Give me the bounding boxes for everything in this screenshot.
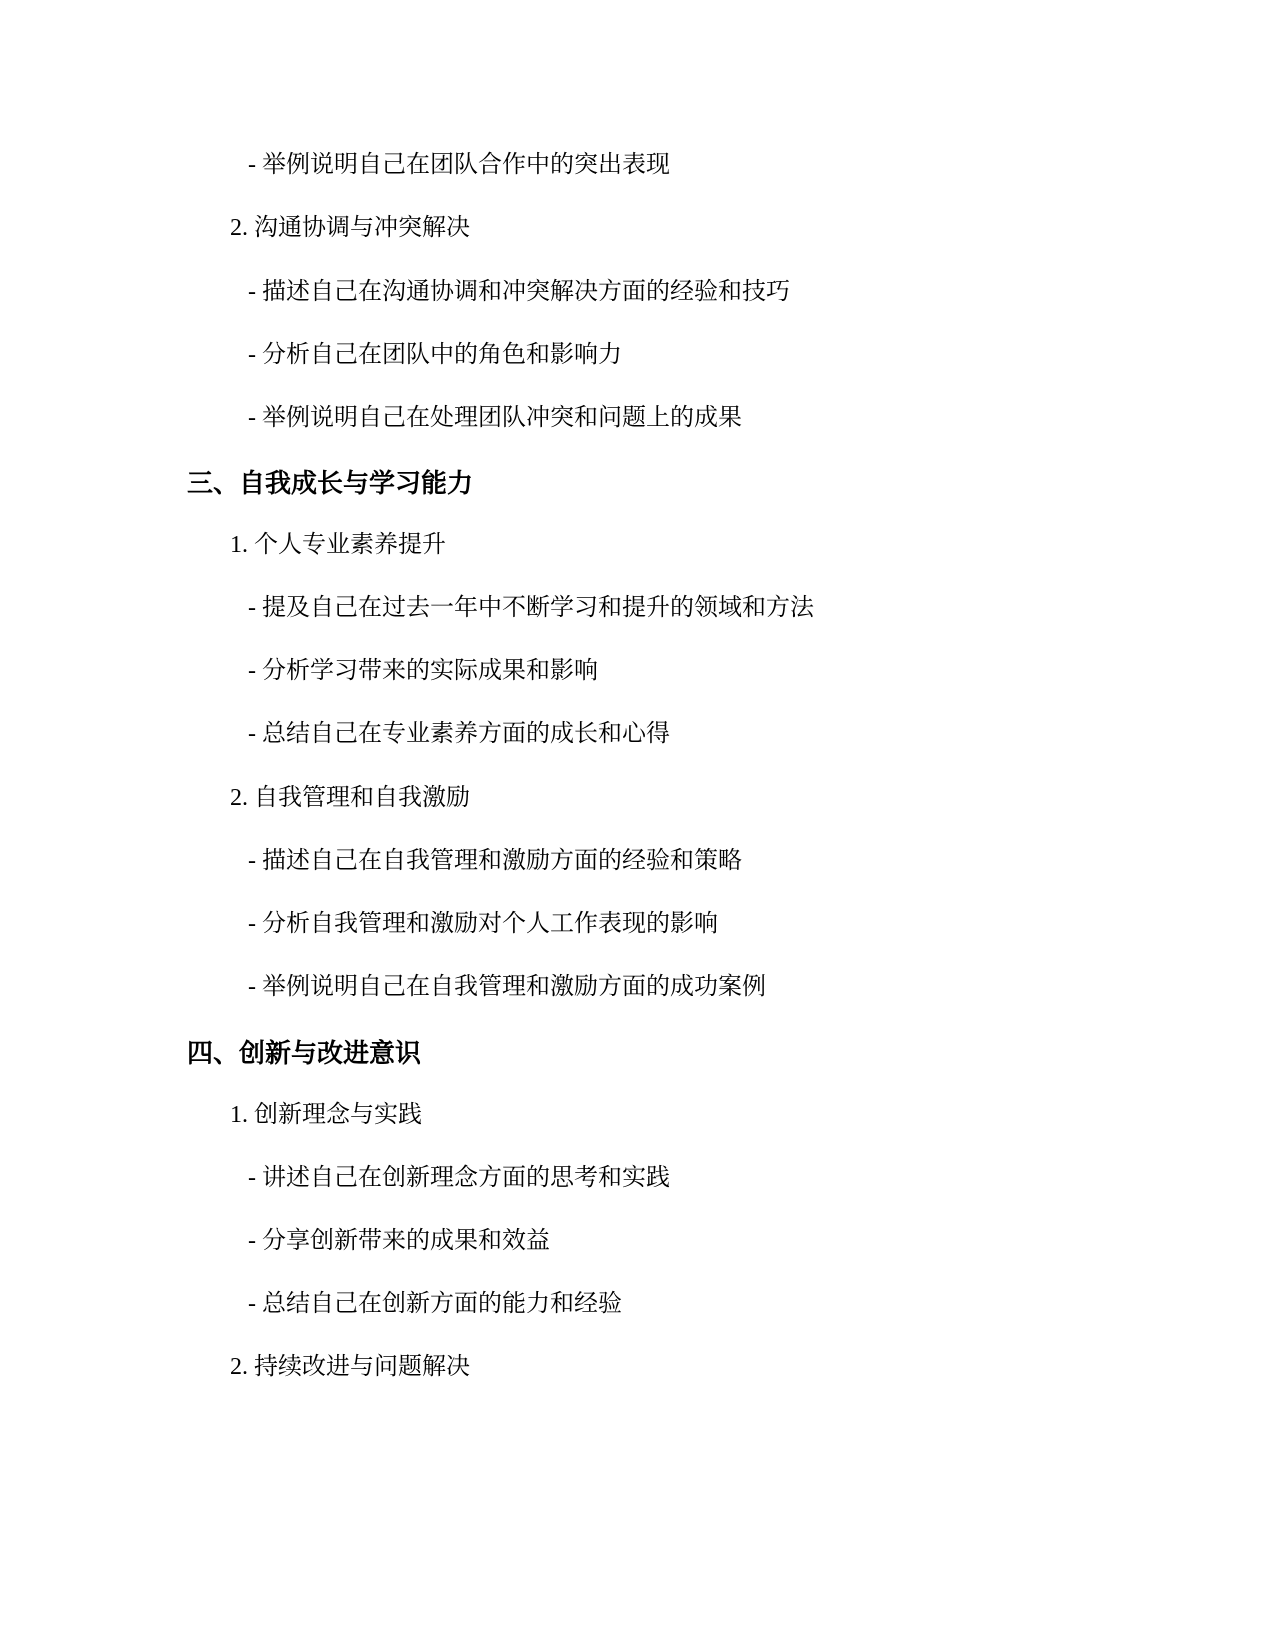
bullet-innovation-thinking: - 讲述自己在创新理念方面的思考和实践	[248, 1165, 670, 1191]
subheading-communication: 2. 沟通协调与冲突解决	[230, 215, 470, 241]
bullet-innovation-ability: - 总结自己在创新方面的能力和经验	[248, 1291, 622, 1317]
bullet-team-role: - 分析自己在团队中的角色和影响力	[248, 342, 622, 368]
subheading-continuous-improvement: 2. 持续改进与问题解决	[230, 1354, 470, 1380]
bullet-learning-areas: - 提及自己在过去一年中不断学习和提升的领域和方法	[248, 595, 814, 621]
bullet-self-management-strategy: - 描述自己在自我管理和激励方面的经验和策略	[248, 848, 742, 874]
subheading-self-management: 2. 自我管理和自我激励	[230, 785, 470, 811]
subheading-professional-development: 1. 个人专业素养提升	[230, 532, 446, 558]
bullet-teamwork-example: - 举例说明自己在团队合作中的突出表现	[248, 152, 670, 178]
bullet-innovation-benefits: - 分享创新带来的成果和效益	[248, 1228, 550, 1254]
subheading-innovation-practice: 1. 创新理念与实践	[230, 1102, 422, 1128]
section-heading-innovation: 四、创新与改进意识	[187, 1038, 422, 1068]
bullet-self-management-impact: - 分析自我管理和激励对个人工作表现的影响	[248, 911, 718, 937]
bullet-professional-growth: - 总结自己在专业素养方面的成长和心得	[248, 721, 670, 747]
bullet-conflict-results: - 举例说明自己在处理团队冲突和问题上的成果	[248, 405, 742, 431]
bullet-learning-results: - 分析学习带来的实际成果和影响	[248, 658, 598, 684]
section-heading-self-growth: 三、自我成长与学习能力	[187, 468, 474, 498]
bullet-self-management-cases: - 举例说明自己在自我管理和激励方面的成功案例	[248, 974, 766, 1000]
bullet-communication-experience: - 描述自己在沟通协调和冲突解决方面的经验和技巧	[248, 279, 790, 305]
